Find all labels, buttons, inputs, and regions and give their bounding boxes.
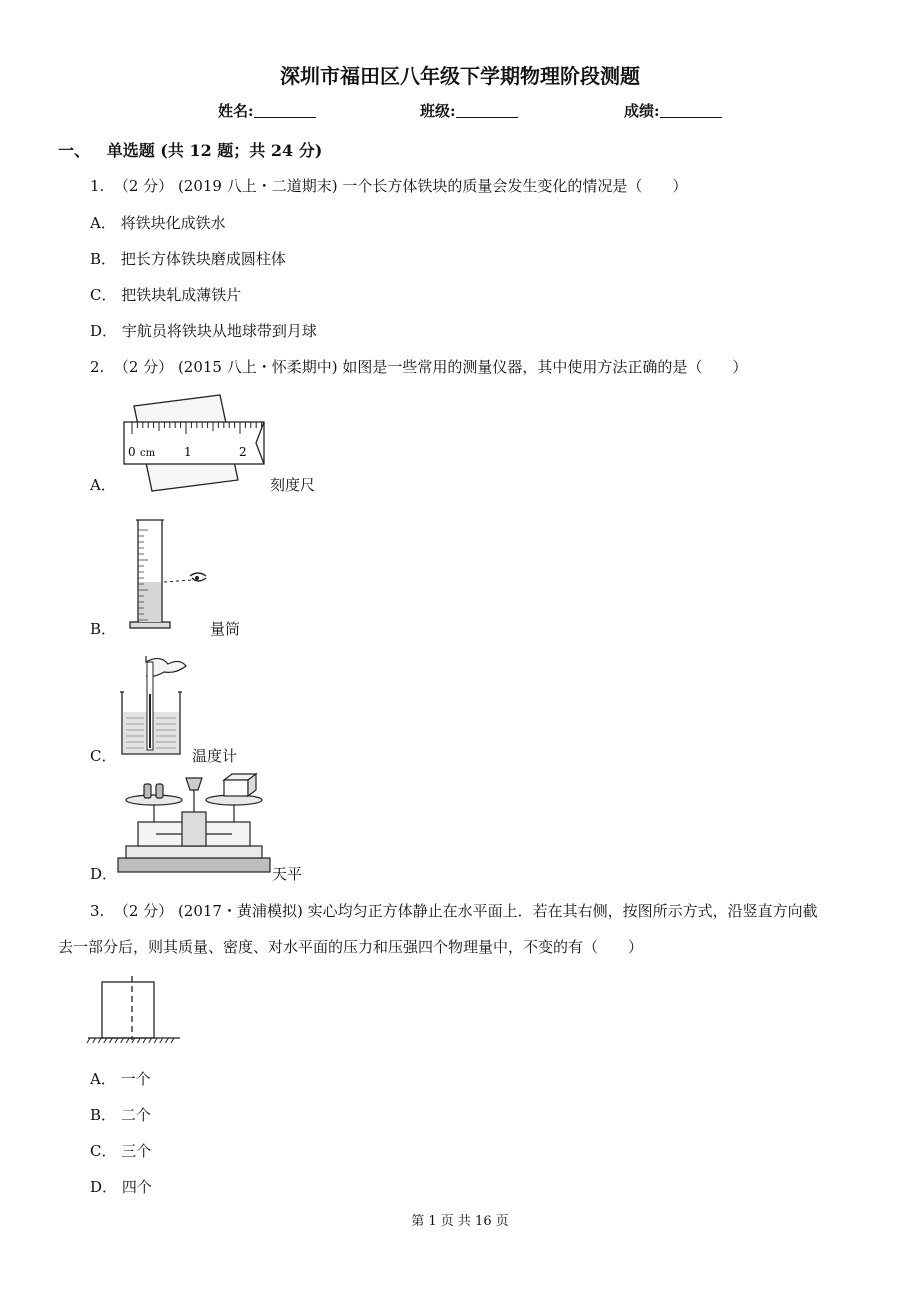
option-letter: C． bbox=[90, 1142, 117, 1160]
name-label: 姓名: bbox=[218, 102, 254, 120]
option-letter: D． bbox=[90, 322, 118, 340]
question-3 bbox=[90, 900, 818, 921]
balance-diagram bbox=[116, 772, 272, 876]
cube-object bbox=[224, 780, 248, 796]
question-1 bbox=[90, 175, 687, 196]
option-text: 二个 bbox=[120, 1106, 151, 1124]
q3-option-d[interactable] bbox=[90, 1176, 152, 1197]
q1-option-b[interactable] bbox=[90, 248, 286, 269]
score-blank bbox=[660, 103, 722, 118]
ruler-tick-1: 1 bbox=[184, 445, 192, 459]
question-number: 3. bbox=[90, 902, 105, 920]
q2-option-b[interactable] bbox=[90, 618, 116, 639]
q2-option-d-label: 天平 bbox=[272, 865, 303, 883]
question-2 bbox=[90, 356, 747, 377]
option-text: 一个 bbox=[120, 1070, 151, 1088]
thermometer-diagram bbox=[118, 654, 193, 758]
q2-option-a-label: 刻度尺 bbox=[270, 476, 316, 494]
option-text: 把长方体铁块磨成圆柱体 bbox=[120, 250, 286, 268]
question-number: 1. bbox=[90, 177, 105, 195]
option-letter: B． bbox=[90, 1106, 117, 1124]
ruler-tick-0: 0 bbox=[128, 445, 136, 459]
q1-option-c[interactable] bbox=[90, 284, 241, 305]
option-letter: D． bbox=[90, 1178, 118, 1196]
question-text: （2 分） (2019 八上・二道期末) 一个长方体铁块的质量会发生变化的情况是（ ） bbox=[113, 177, 688, 195]
question-3-continued: 去一部分后，则其质量、密度、对水平面的压力和压强四个物理量中，不变的有（ ） bbox=[58, 938, 644, 956]
ruler-diagram bbox=[120, 392, 270, 487]
page-title: 深圳市福田区八年级下学期物理阶段测题 bbox=[280, 64, 640, 88]
name-blank bbox=[254, 103, 316, 118]
section-title: 单选题 (共 12 题；共 24 分) bbox=[106, 141, 323, 160]
class-field bbox=[420, 100, 518, 121]
name-field bbox=[218, 100, 316, 121]
ruler-unit: cm bbox=[140, 448, 156, 459]
q2-option-a[interactable] bbox=[90, 474, 116, 495]
q3-option-a[interactable] bbox=[90, 1068, 151, 1089]
option-letter: A． bbox=[90, 476, 116, 494]
ruler-tick-2: 2 bbox=[239, 445, 247, 459]
question-text-line-1: （2 分） (2017・黄浦模拟) 实心均匀正方体静止在水平面上．若在其右侧，按图所示方式，沿竖直方向截 bbox=[113, 902, 818, 920]
option-letter: D． bbox=[90, 865, 118, 883]
question-text: （2 分） (2015 八上・怀柔期中) 如图是一些常用的测量仪器，其中使用方法正确的是（ ） bbox=[113, 358, 748, 376]
q2-option-b-label: 量筒 bbox=[210, 620, 241, 638]
q2-option-d[interactable] bbox=[90, 863, 117, 884]
q3-option-c[interactable] bbox=[90, 1140, 151, 1161]
option-letter: C． bbox=[90, 747, 117, 765]
option-text: 四个 bbox=[121, 1178, 152, 1196]
q2-option-c-label: 温度计 bbox=[192, 747, 238, 765]
weight-icon bbox=[144, 784, 151, 798]
q1-option-a[interactable] bbox=[90, 212, 226, 233]
option-letter: C． bbox=[90, 286, 117, 304]
option-letter: A． bbox=[90, 1070, 116, 1088]
section-number: 一、 bbox=[58, 141, 91, 160]
q2-option-c[interactable] bbox=[90, 745, 116, 766]
option-letter: B． bbox=[90, 620, 117, 638]
cube-cut-diagram bbox=[86, 972, 182, 1046]
option-text: 三个 bbox=[121, 1142, 152, 1160]
q3-option-b[interactable] bbox=[90, 1104, 151, 1125]
class-label: 班级: bbox=[420, 102, 456, 120]
option-text: 把铁块轧成薄铁片 bbox=[121, 286, 242, 304]
class-blank bbox=[456, 103, 518, 118]
score-label: 成绩: bbox=[624, 102, 660, 120]
cylinder-diagram bbox=[128, 518, 213, 630]
question-number: 2. bbox=[90, 358, 105, 376]
option-text: 宇航员将铁块从地球带到月球 bbox=[121, 322, 317, 340]
q1-option-d[interactable] bbox=[90, 320, 317, 341]
option-text: 将铁块化成铁水 bbox=[120, 214, 226, 232]
section-heading bbox=[58, 138, 322, 161]
option-letter: A． bbox=[90, 214, 116, 232]
option-letter: B． bbox=[90, 250, 117, 268]
score-field bbox=[624, 100, 722, 121]
weight-icon bbox=[156, 784, 163, 798]
page-footer: 第 1 页 共 16 页 bbox=[411, 1214, 509, 1229]
